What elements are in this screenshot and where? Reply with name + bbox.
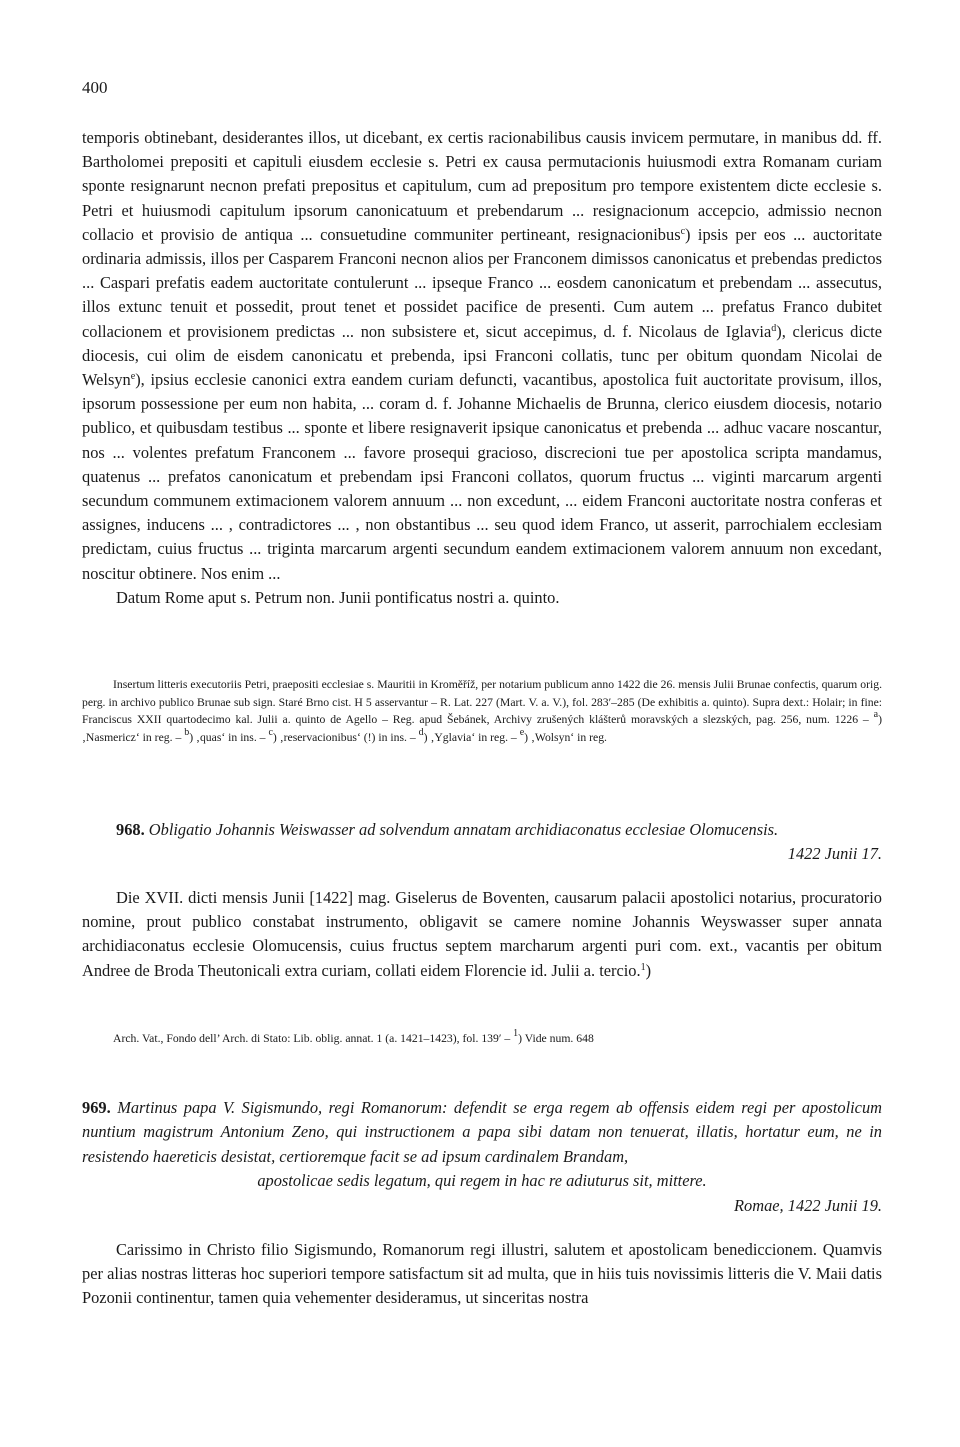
page-number: 400 — [82, 78, 108, 97]
entry-968-number: 968. — [116, 820, 145, 839]
entry-969-title: Martinus papa V. Sigismundo, regi Romanorum: defendit se erga regem ab offensis eidem regi per apostolicum nuntium magistrum Antonium Zeno, qui instructionem a papa sibi datam non tenuerat, illatis, hortatur eum, ne in resistendo haereticis desistat, certioremque facit se ad ipsum cardinalem Brandam, — [82, 1098, 882, 1166]
entry-968-title: Obligatio Johannis Weiswasser ad solvendum annatam archidiaconatus ecclesiae Olomucensis. — [148, 820, 779, 839]
entry-969-text: Carissimo in Christo filio Sigismundo, Romanorum regi illustri, salutem et apostolicam benediccionem. Quamvis per alias nostras litteras hoc superiori tempore satisfactum sit ad multa, que in hiis tuis novissimis litteris die V. Maii datis Pozonii continentur, tamen quia vehementer desideramus, ut sinceritas nostra — [82, 1240, 882, 1308]
entry-968-header — [82, 818, 882, 867]
continuation-paragraph: temporis obtinebant, desiderantes illos, ut dicebant, ex certis racionabilibus causis invicem permutare, in manibus dd. ff. Bartholomei prepositi et capituli eiusdem ecclesie s. Petri ex causa permutacionis huiusmodi extra Romanam curiam sponte resignarunt necnon prefati prepositus et capitulum, cum ad prepositum pro tempore existentem dicte ecclesie s. Petri et huiusmodi capitulum ipsorum canonicatuum et prebendarum ... resignacionum accepcio, admissio necnon collacio et provisio de antiqua ... consuetudine communiter pertineant, resignacionibus$^c$) ipsis per eos ... auctoritate ordinaria admissis, illos per Casparem Franconi necnon alios per Franconem dimissos canonicatus et prebendas predictos ... Caspari prefatis eadem auctoritate contulerunt ... ipseque Franco ... eosdem canonicatum et prebendam ... assecutus, illos extunc tenuit et possedit, prout tenet et possidet pacifice de presenti. Cum autem ... prefatus Franco dubitet collacionem et provisionem predictas ... non subsistere et, sicut accepimus, d. f. Nicolaus de Iglavia$^d$), clericus dicte diocesis, cui olim de eisdem canonicatu et prebenda, ipsi Franconi collatis, tunc per obitum quondam Nicolai de Welsyn$^e$), ipsius ecclesie canonici extra eandem curiam defuncti, vacantibus, apostolica fuit auctoritate provisum, illos, ipsorum possessione per eum non habita, ... coram d. f. Johanne Michaelis de Brunna, clerico eiusdem diocesis, notario publico, et quibusdam testibus ... sponte et libere resignaverit ipsique canonicatus et prebenda ... adhuc vacare noscantur, nos ... volentes prefatum Franconem ... favore prosequi gracioso, discrecioni tue per apostolica scripta mandamus, quatenus ... prefatos canonicatum et prebendam ipsi Franconi collatos, quorum fructus ... viginti marcarum argenti secundum communem extimacionem valorem annuum ... non excedunt, ... eidem Franconi auctoritate nostra conferas et assignes, inducens ... , contradictores ... , non obstantibus ... seu quod idem Franco, ut asserit, parrochialem ecclesiam predictam, cuius fructus ... triginta marcarum argenti secundum eandem extimacionem valorem annuum non excedant, noscitur obtinere. Nos enim ... — [82, 128, 882, 583]
entry-969-date: Romae, 1422 Junii 19. — [734, 1195, 882, 1215]
entry-968-date: 1422 Junii 17. — [787, 844, 882, 864]
entry-968-note: Arch. Vat., Fondo dell’ Arch. di Stato: Lib. oblig. annat. 1 (a. 1421–1423), fol. 139′ – $^1$) Vide num. 648 — [113, 1028, 594, 1045]
entry-969-header — [82, 1096, 882, 1218]
entry-969-number: 969. — [82, 1098, 111, 1117]
entry-969-title-last-line: apostolicae sedis legatum, qui regem in hac re adiuturus sit, mittere. — [257, 1171, 707, 1191]
entry-969-title-block — [82, 1096, 882, 1169]
entry-968-text: Die XVII. dicti mensis Junii [1422] mag. Giselerus de Boventen, causarum palacii apostolici notarius, procuratorio nomine, prout publico constabat instrumento, obligavit se camere nomine Johannis Weyswasser super annata archidiaconatus ecclesie Olomucensis, cuius fructus septem marcharum argenti puri com. ext., vacantis per obitum Andree de Broda Theutonicali extra curiam, collati eidem Florencie id. Julii a. tercio.$^1$) — [82, 888, 882, 980]
footnote-967: Insertum litteris executoriis Petri, praepositi ecclesiae s. Mauritii in Kroměříž, per notarium publicum anno 1422 die 26. mensis Julii Brunae confectis, quarum orig. perg. in archivo publico Brunae sub sign. Staré Brno cist. H 5 asservantur – R. Lat. 227 (Mart. V. a. V.), fol. 283′–285 (De exhibitis a. quinto). Supra dext.: Holair; in fine: Franciscus XXII quartodecimo kal. Julii a. quinto de Agello – Reg. apud Šebánek, Archivy zrušených klášterů moravských a slezských, pag. 256, num. 1226 – $^a$) ‚Nasmericz‘ in reg. – $^b$) ‚quas‘ in ins. – $^c$) ‚reservacionibus‘ (!) in ins. – $^d$) ‚Yglavia‘ in reg. – $^e$) ‚Wolsyn‘ in reg. — [82, 678, 882, 744]
datum-line: Datum Rome aput s. Petrum non. Junii pontificatus nostri a. quinto. — [116, 587, 560, 607]
continuation-text-block — [82, 126, 882, 610]
